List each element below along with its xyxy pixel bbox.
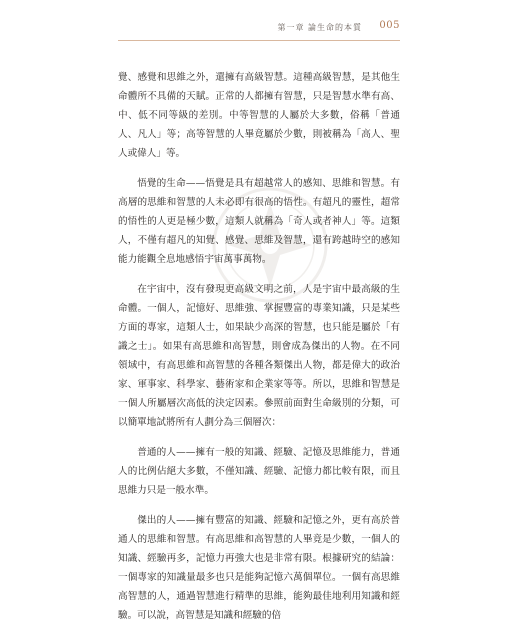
paragraph: 普通的人——擁有一般的知識、經驗、記憶及思維能力，普通人的比例佔絕大多數，不僅知識、經驗、記憶力都比較有限，而且思維力只是一般水準。 bbox=[118, 447, 400, 496]
page-number: 005 bbox=[379, 20, 400, 31]
body-text bbox=[118, 68, 400, 636]
header-divider bbox=[118, 40, 400, 41]
paragraph: 悟覺的生命——悟覺是具有超越常人的感知、思維和智慧。有高層的思維和智慧的人未必即有很高的悟性。有超凡的靈性，超常的悟性的人更是極少數，這類人就稱為「奇人或者神人」等。這類人，不僅有超凡的知覺、感覺、思維及智慧，還有跨越時空的感知能力能觀全息地感悟宇宙萬事萬物。 bbox=[118, 178, 400, 265]
running-header bbox=[118, 20, 400, 36]
chapter-title: 第一章 論生命的本質 bbox=[277, 23, 362, 32]
paragraph: 在宇宙中，沒有發現更高級文明之前，人是宇宙中最高級的生命體。一個人，記憶好、思維強、掌握豐富的專業知識，只是某些方面的專家，這類人士，如果缺少高深的智慧，也只能是屬於「有識之士」。如果有高思維和高智慧，則會成為傑出的人物。在不同領域中，有高思維和高智慧的各種各類傑出人物，都是偉大的政治家、軍事家、科學家、藝術家和企業家等等。所以，思維和智慧是一個人所屬層次高低的決定因素。參照前面對生命級別的分類，可以簡單地試將所有人劃分為三個層次： bbox=[118, 284, 400, 428]
paragraph: 傑出的人——擁有豐富的知識、經驗和記憶之外，更有高於普通人的思維和智慧。有高思維和高智慧的人畢竟是少數，一個人的知識、經驗再多，記憶力再強大也是非常有限。根據研究的結論：一個專家的知識量最多也只是能夠記憶六萬個單位。一個有高思維高智慧的人，通過智慧進行精準的思維，能夠最佳地利用知識和經驗。可以說，高智慧是知識和經驗的倍 bbox=[118, 515, 400, 621]
paragraph: 覺、感覺和思維之外，還擁有高級智慧。這種高級智慧，是其他生命體所不具備的天賦。正常的人都擁有智慧，只是智慧水準有高、中、低不同等級的差別。中等智慧的人屬於大多數，俗稱「普通人、凡人」等；高等智慧的人畢竟屬於少數，則被稱為「高人、聖人或偉人」等。 bbox=[118, 72, 400, 159]
